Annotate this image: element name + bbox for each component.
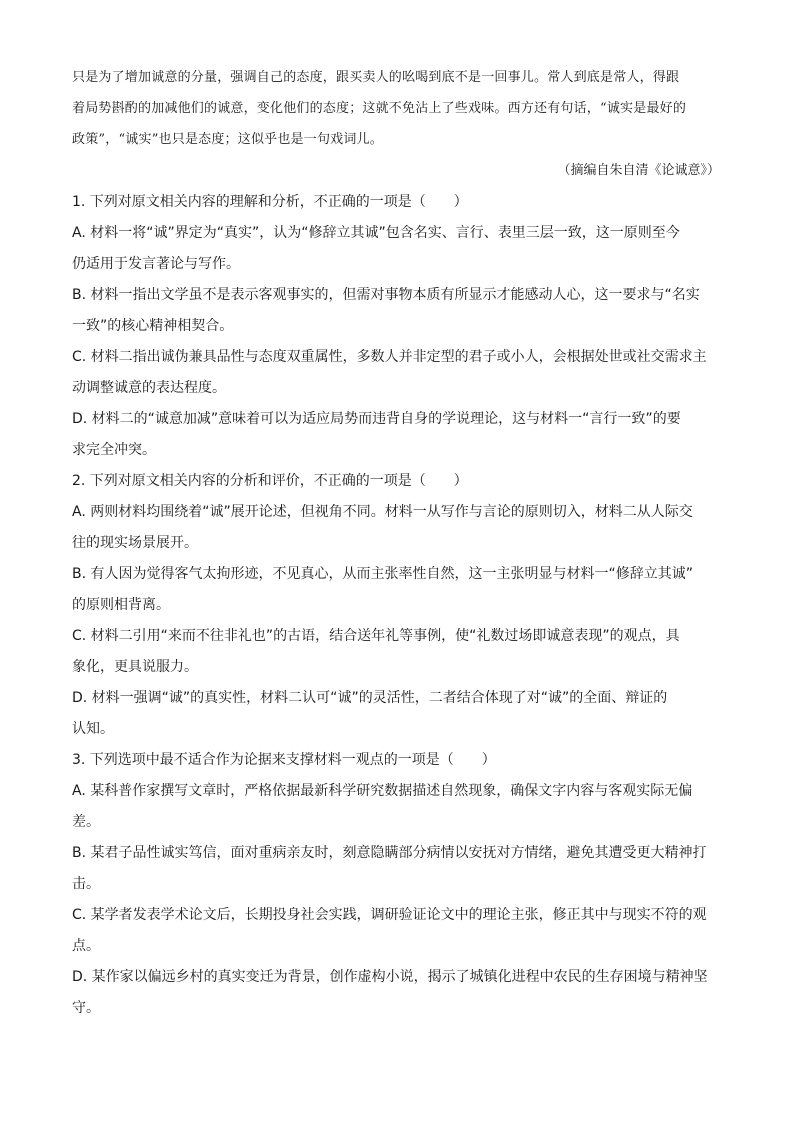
option-text: C. 某学者发表学术论文后，长期投身社会实践，调研验证论文中的理论主张，修正其中与现实不符的观 [72, 907, 707, 923]
passage-line: 政策”，“诚实”也只是态度；这似乎也是一句戏词儿。 [72, 132, 383, 147]
option-text: 一致”的核心精神相契合。 [72, 318, 234, 334]
option-text: C. 材料二指出诚伪兼具品性与态度双重属性，多数人并非定型的君子或小人，会根据处世或社交需求主 [72, 349, 707, 365]
option-text: 的原则相背离。 [72, 597, 170, 613]
option-a[interactable] [72, 776, 722, 838]
question-stem: 3. 下列选项中最不适合作为论据来支撑材料一观点的一项是（ ） [72, 752, 496, 768]
question-1 [72, 187, 722, 466]
option-text: B. 某君子品性诚实笃信，面对重病亲友时，刻意隐瞒部分病情以安抚对方情绪，避免其遭受更大精神打 [72, 845, 707, 861]
question-3 [72, 745, 722, 1024]
option-text: 点。 [72, 938, 100, 954]
option-text: 仍适用于发言著论与写作。 [72, 256, 240, 272]
option-text: A. 材料一将“诚”界定为“真实”，认为“修辞立其诚”包含名实、言行、表里三层一致，这一原则至今 [72, 225, 680, 241]
option-d[interactable] [72, 404, 722, 466]
option-text: 差。 [72, 814, 100, 830]
question-stem: 2. 下列对原文相关内容的分析和评价，不正确的一项是（ ） [72, 473, 468, 489]
option-text: B. 有人因为觉得客气太拘形迹，不见真心，从而主张率性自然，这一主张明显与材料一“修辞立其诚” [72, 566, 694, 582]
option-a[interactable] [72, 218, 722, 280]
option-d[interactable] [72, 683, 722, 745]
option-text: A. 两则材料均围绕着“诚”展开论述，但视角不同。材料一从写作与言论的原则切入，材料二从人际交 [72, 504, 693, 520]
passage-line: 只是为了增加诚意的分量，强调自己的态度，跟买卖人的吆喝到底不是一回事儿。常人到底是常人，得跟 [72, 70, 680, 85]
option-text: D. 材料一强调“诚”的真实性，材料二认可“诚”的灵活性，二者结合体现了对“诚”的全面、辩证的 [72, 690, 668, 706]
option-c[interactable] [72, 621, 722, 683]
option-b[interactable] [72, 838, 722, 900]
option-text: 守。 [72, 1000, 100, 1016]
option-text: 往的现实场景展开。 [72, 535, 198, 551]
option-text: 求完全冲突。 [72, 442, 156, 458]
option-text: 认知。 [72, 721, 114, 737]
option-c[interactable] [72, 900, 722, 962]
option-text: 象化，更具说服力。 [72, 659, 198, 675]
option-text: 动调整诚意的表达程度。 [72, 380, 226, 396]
option-text: B. 材料一指出文学虽不是表示客观事实的，但需对事物本质有所显示才能感动人心，这一要求与“名实 [72, 287, 700, 303]
option-b[interactable] [72, 280, 722, 342]
option-text: A. 某科普作家撰写文章时，严格依据最新科学研究数据描述自然现象，确保文字内容与客观实际无偏 [72, 783, 693, 799]
option-a[interactable] [72, 497, 722, 559]
question-2 [72, 466, 722, 745]
option-b[interactable] [72, 559, 722, 621]
option-text: D. 材料二的“诚意加减”意味着可以为适应局势而违背自身的学说理论，这与材料一“言行一致”的要 [72, 411, 681, 427]
option-text: D. 某作家以偏远乡村的真实变迁为背景，创作虚构小说，揭示了城镇化进程中农民的生存困境与精神坚 [72, 969, 708, 985]
option-text: 击。 [72, 876, 100, 892]
passage-excerpt [72, 62, 720, 155]
option-c[interactable] [72, 342, 722, 404]
passage-line: 着局势斟酌的加减他们的诚意，变化他们的态度；这就不免沾上了些戏味。西方还有句话，“诚实是最好的 [72, 101, 687, 116]
option-text: C. 材料二引用“来而不往非礼也”的古语，结合送年礼等事例，使“礼数过场即诚意表现”的观点，具 [72, 628, 680, 644]
question-list [72, 187, 722, 1024]
passage-source: （摘编自朱自清《论诚意》） [557, 163, 720, 178]
question-stem: 1. 下列对原文相关内容的理解和分析，不正确的一项是（ ） [72, 194, 468, 210]
option-d[interactable] [72, 962, 722, 1024]
